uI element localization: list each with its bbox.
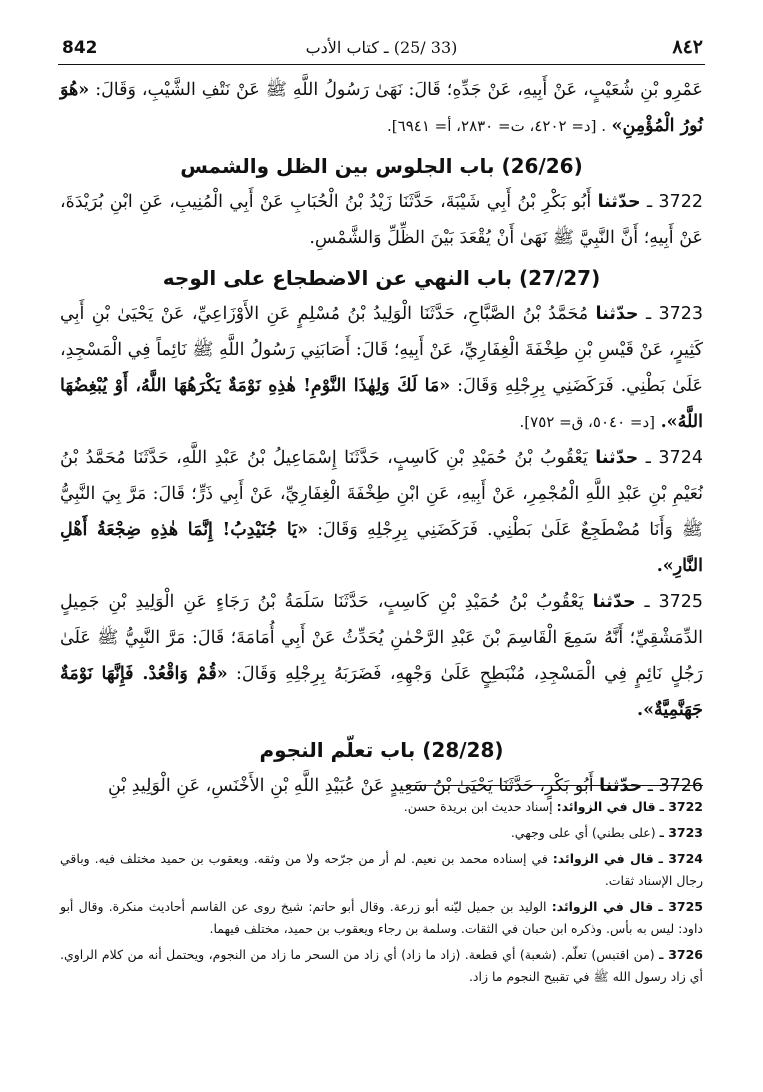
prophetic-quote: «هُوَ نُورُ الْمُؤْمِنِ» [60,80,703,136]
footnote-rule [410,785,703,786]
page-number-arabic: ٨٤٢ [672,36,703,58]
footnote-source-label: قال في الزوائد: [556,799,656,814]
prophetic-quote: «مَا لَكَ وَلِهٰذَا النَّوْمِ! هٰذِهِ نَوْمَةٌ يَكْرَهُهَا اللَّهُ، أَوْ يُبْغِضُهَا اللَّهُ». [60,376,703,432]
hadith-3725 [60,584,703,728]
footnote-text: الوليد بن جميل ليّنه أبو زرعة. وقال أبو حاتم: شيخ روى عن القاسم أحاديث منكرة. وقال أبو داود: ليس به بأس. وذكره ابن حبان في الثقات. وسلمة بن رجاء ويعقوب بن حميد، مختلف فيهما. [60,899,703,936]
hadith-text: يَعْقُوبُ بْنُ حُمَيْدِ بْنِ كَاسِبٍ، حَدَّثَنَا سَلَمَةُ بْنُ رَجَاءٍ عَنِ الْوَلِيدِ بْنِ جَمِيلٍ الدِّمَشْقِيِّ؛ أَنَّهُ سَمِعَ الْقَاسِمَ بْنَ عَبْدِ الرَّحْمٰنِ يُحَدِّثُ عَنْ أَبِي أُمَامَةَ؛ قَالَ: مَرَّ النَّبِيُّ ﷺ عَلَىٰ رَجُلٍ نَائِمٍ فِي الْمَسْجِدِ، مُنْبَطِحٍ عَلَىٰ وَجْهِهِ، فَضَرَبَهُ بِرِجْلِهِ وَقَالَ: [60,592,703,684]
footnote-text: في إسناده محمد بن نعيم. لم أر من جرّحه ولا من وثقه. ويعقوب بن حميد مختلف فيه. وباقي رجال الإسناد ثقات. [60,851,703,888]
prophetic-quote: «يَا جُنَيْدِبُ! إِنَّمَا هٰذِهِ ضِجْعَةُ أَهْلِ النَّارِ». [60,520,703,576]
footnote-number: 3726 ـ [659,947,703,962]
hadith-number: 3726 ـ [647,776,703,796]
hadith-text: يَعْقُوبُ بْنُ حُمَيْدِ بْنِ كَاسِبٍ، حَدَّثَنَا إِسْمَاعِيلُ بْنُ عَبْدِ اللَّهِ، حَدَّثَنَا مُحَمَّدُ بْنُ نُعَيْمِ بْنِ عَبْدِ اللَّهِ الْمُجْمِرِ، عَنْ أَبِيهِ، عَنِ ابْنِ طِخْفَةَ الْغِفَارِيِّ، عَنْ أَبِي ذَرٍّ؛ قَالَ: مَرَّ بِيَ النَّبِيُّ ﷺ وَأَنَا مُضْطَجِعٌ عَلَىٰ بَطْنِي. فَرَكَضَنِي بِرِجْلِهِ وَقَالَ: [60,448,703,540]
haddathana-keyword: حدّثنا [595,448,639,468]
page-header [58,36,705,64]
chapter-heading-27: (27/27) باب النهي عن الاضطجاع على الوجه [162,266,601,290]
footnote-source-label: قال في الزوائد: [552,851,654,866]
hadith-number: 3725 ـ [644,592,703,612]
haddathana-keyword: حدّثنا [595,304,639,324]
footnote-3726 [60,944,703,988]
main-text [60,72,703,804]
haddathana-keyword: حدّثنا [599,776,643,796]
footnote-3724 [60,848,703,892]
footnote-number: 3724 ـ [658,851,704,866]
hadith-text: أَبُو بَكْرِ بْنُ أَبِي شَيْبَةَ، حَدَّثَنَا زَيْدُ بْنُ الْحُبَابِ عَنْ أَبِي الْمُنِيبِ، عَنِ ابْنِ بُرَيْدَةَ، عَنْ أَبِيهِ؛ أَنَّ النَّبِيَّ ﷺ نَهَىٰ أَنْ يُقْعَدَ بَيْنَ الظِّلِّ وَالشَّمْسِ. [60,192,703,248]
hadith-text: أَبُو بَكْرٍ، حَدَّثَنَا يَحْيَىٰ بْنُ سَعِيدٍ عَنْ عُبَيْدِ اللَّهِ بْنِ الأَخْنَسِ، عَنِ الْوَلِيدِ بْنِ [107,776,594,796]
footnotes [60,796,703,992]
haddathana-keyword: حدّثنا [592,592,636,612]
hadith-text: مُحَمَّدُ بْنُ الصَّبَّاحِ، حَدَّثَنَا الْوَلِيدُ بْنُ مُسْلِمٍ عَنِ الأَوْزَاعِيِّ، عَنْ يَحْيَىٰ بْنِ أَبِي كَثِيرٍ، عَنْ قَيْسِ بْنِ طِخْفَةَ الْغِفَارِيِّ، عَنْ أَبِيهِ؛ قَالَ: أَصَابَنِي رَسُولُ اللَّهِ ﷺ نَائِماً فِي الْمَسْجِدِ، عَلَىٰ بَطْنِي. فَرَكَضَنِي بِرِجْلِهِ وَقَالَ: [60,304,703,396]
haddathana-keyword: حدّثنا [597,192,641,212]
hadith-number: 3722 ـ [646,192,703,212]
running-title: (33 /25) ـ كتاب الأدب [305,38,458,57]
hadith-text: عَمْرِو بْنِ شُعَيْبٍ، عَنْ أَبِيهِ، عَنْ جَدِّهِ؛ قَالَ: نَهَىٰ رَسُولُ اللَّهِ ﷺ عَنْ نَتْفِ الشَّيْبِ، وَقَالَ: [95,80,703,100]
hadith-number: 3723 ـ [645,304,703,324]
chapter-heading-28: (28/28) باب تعلّم النجوم [259,738,504,762]
footnote-number: 3723 ـ [659,825,703,840]
footnote-number: 3722 ـ [659,799,703,814]
footnote-3722 [60,796,703,818]
footnote-source-label: قال في الزوائد: [551,899,654,914]
header-rule [58,64,705,65]
hadith-3723 [60,296,703,440]
footnote-3725 [60,896,703,940]
cross-reference: [د= ٥٠٤٠، ق= ٧٥٢]. [519,413,656,431]
continued-hadith [60,72,703,144]
page-number-latin: 842 [62,38,98,58]
cross-reference: . [د= ٤٢٠٢، ت= ٢٨٣٠، أ= ٦٩٤١]. [387,117,606,135]
prophetic-quote: «قُمْ وَاقْعُدْ. فَإِنَّهَا نَوْمَةٌ جَهَنَّمِيَّةٌ». [60,664,703,720]
hadith-3722 [60,184,703,256]
chapter-heading-26: (26/26) باب الجلوس بين الظل والشمس [180,154,583,178]
footnote-3723 [60,822,703,844]
footnote-number: 3725 ـ [658,899,704,914]
footnote-text: (على بطني) أي على وجهي. [510,825,656,840]
footnote-text: إسناد حديث ابن بريدة حسن. [403,799,553,814]
footnote-text: (من اقتبس) تعلّم. (شعبة) أي قطعة. (زاد ما زاد) أي زاد من السحر ما زاد من النجوم، ويحتمل أنه من كلام الراوي. أي زاد رسول الله ﷺ في تقبيح النجوم ما زاد. [60,947,703,984]
hadith-3724 [60,440,703,584]
hadith-number: 3724 ـ [645,448,703,468]
